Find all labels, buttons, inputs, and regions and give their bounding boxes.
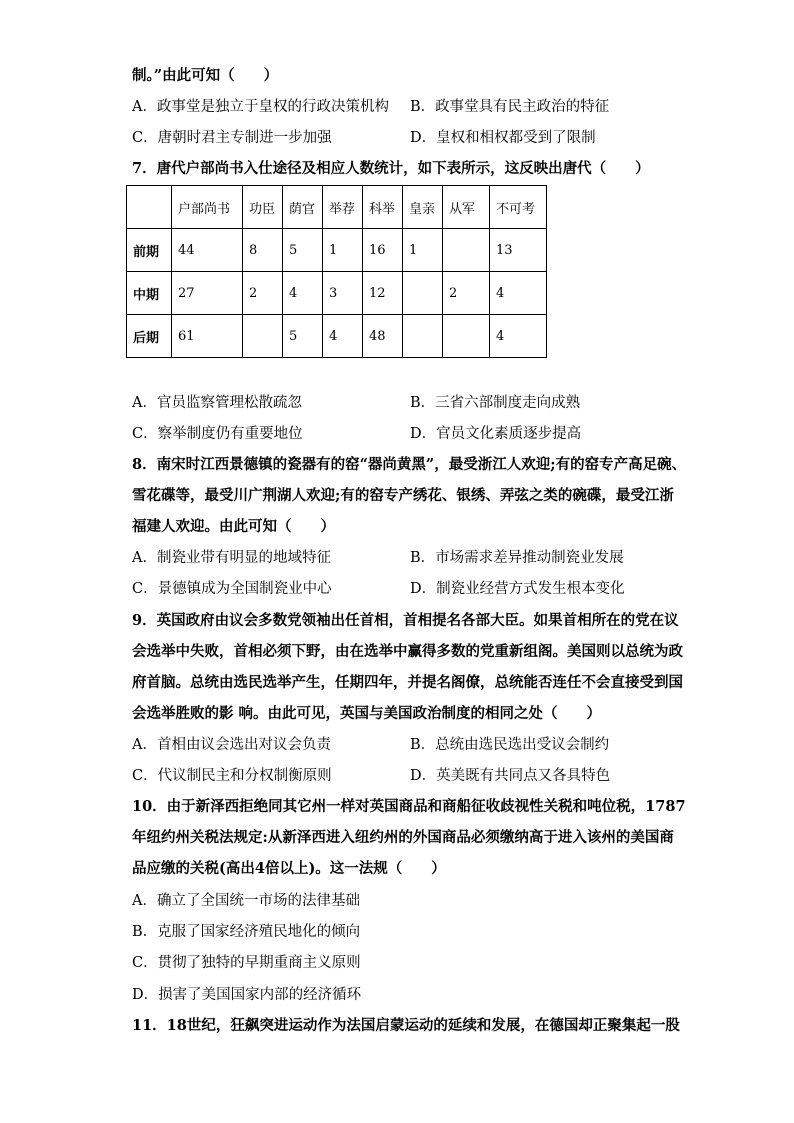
table-cell: 4 xyxy=(490,272,547,315)
q9-stem-line-1: 9．英国政府由议会多数党领袖出任首相，首相提名各部大臣。如果首相所在的党在议 xyxy=(132,612,679,629)
q10-stem-line-3: 品应缴的关税(高出4倍以上)。这一法规（ ） xyxy=(132,860,446,877)
table-header-cell: 不可考 xyxy=(490,186,547,229)
q7-option-d: D．官员文化素质逐步提高 xyxy=(410,426,582,442)
q10-stem-line-1: 10．由于新泽西拒绝同其它州一样对英国商品和商船征收歧视性关税和吨位税，1787 xyxy=(132,798,686,815)
q10-option-b: B．克服了国家经济殖民地化的倾向 xyxy=(132,924,361,940)
q6-option-d: D．皇权和相权都受到了限制 xyxy=(410,130,596,146)
table-cell xyxy=(403,272,443,315)
table-header-cell: 功臣 xyxy=(243,186,283,229)
table-cell xyxy=(403,315,443,358)
table-header-cell: 户部尚书 xyxy=(172,186,243,229)
table-row-label: 前期 xyxy=(127,229,172,272)
table-cell: 12 xyxy=(363,272,403,315)
q7-stem: 7．唐代户部尚书入仕途径及相应人数统计，如下表所示，这反映出唐代（ ） xyxy=(132,160,650,177)
table-cell: 16 xyxy=(363,229,403,272)
table-cell xyxy=(443,315,490,358)
table-header-cell: 举荐 xyxy=(323,186,363,229)
table-row xyxy=(127,229,547,272)
q7-option-a: A．官员监察管理松散疏忽 xyxy=(132,395,302,411)
table-row-label: 后期 xyxy=(127,315,172,358)
table-cell: 44 xyxy=(172,229,243,272)
table-cell: 48 xyxy=(363,315,403,358)
table-header-cell: 科举 xyxy=(363,186,403,229)
table-cell xyxy=(243,315,283,358)
q8-stem-line-3: 福建人欢迎。由此可知（ ） xyxy=(132,518,335,535)
table-row-label: 中期 xyxy=(127,272,172,315)
table-cell: 5 xyxy=(283,315,323,358)
q8-option-a: A．制瓷业带有明显的地域特征 xyxy=(132,550,331,566)
table-cell: 61 xyxy=(172,315,243,358)
table-row xyxy=(127,272,547,315)
q9-stem-line-3: 府首脑。总统由选民选举产生，任期四年，并提名阁僚，总统能否连任不会直接受到国 xyxy=(132,674,683,691)
q8-option-c: C．景德镇成为全国制瓷业中心 xyxy=(132,581,332,597)
q9-stem-line-2: 会选举中失败，首相必须下野，由在选举中赢得多数的党重新组阁。美国则以总统为政 xyxy=(132,643,683,660)
q6-option-a: A．政事堂是独立于皇权的行政决策机构 xyxy=(132,99,389,115)
table-cell: 8 xyxy=(243,229,283,272)
q11-stem-line-1: 11．18世纪，狂飙突进运动作为法国启蒙运动的延续和发展，在德国却正聚集起一股 xyxy=(132,1017,680,1034)
table-header-row xyxy=(127,186,547,229)
table-cell: 4 xyxy=(283,272,323,315)
q7-stats-table xyxy=(126,185,547,358)
q9-option-b: B．总统由选民选出受议会制约 xyxy=(410,737,610,753)
table-cell: 13 xyxy=(490,229,547,272)
q7-option-b: B．三省六部制度走向成熟 xyxy=(410,395,581,411)
q9-option-c: C．代议制民主和分权制衡原则 xyxy=(132,768,332,784)
table-cell: 4 xyxy=(323,315,363,358)
q10-option-a: A．确立了全国统一市场的法律基础 xyxy=(132,893,360,909)
q10-option-d: D．损害了美国国家内部的经济循环 xyxy=(132,987,362,1003)
table-header-cell: 从军 xyxy=(443,186,490,229)
table-cell xyxy=(127,186,172,229)
table-cell: 5 xyxy=(283,229,323,272)
table-row xyxy=(127,315,547,358)
q8-option-d: D．制瓷业经营方式发生根本变化 xyxy=(410,581,625,597)
table-cell: 2 xyxy=(443,272,490,315)
table-cell: 4 xyxy=(490,315,547,358)
table-cell: 27 xyxy=(172,272,243,315)
table-cell xyxy=(443,229,490,272)
q8-option-b: B．市场需求差异推动制瓷业发展 xyxy=(410,550,624,566)
q10-option-c: C．贯彻了独特的早期重商主义原则 xyxy=(132,955,361,971)
q6-stem-tail: 制。”由此可知（ ） xyxy=(132,67,279,84)
q8-stem-line-1: 8．南宋时江西景德镇的瓷器有的窑“器尚黄黑”，最受浙江人欢迎;有的窑专产高足碗、 xyxy=(132,456,687,473)
q9-option-d: D．英美既有共同点又各具特色 xyxy=(410,768,611,784)
table-header-cell: 皇亲 xyxy=(403,186,443,229)
table-cell: 1 xyxy=(323,229,363,272)
table-header-cell: 荫官 xyxy=(283,186,323,229)
q10-stem-line-2: 年纽约州关税法规定:从新泽西进入纽约州的外国商品必须缴纳高于进入该州的美国商 xyxy=(132,829,674,846)
q9-stem-line-4: 会选举胜败的影 响。由此可见，英国与美国政治制度的相同之处（ ） xyxy=(132,705,602,722)
q9-option-a: A．首相由议会选出对议会负责 xyxy=(132,737,331,753)
table-cell: 1 xyxy=(403,229,443,272)
q8-stem-line-2: 雪花碟等，最受川广荆湖人欢迎;有的窑专产绣花、银绣、弄弦之类的碗碟，最受江浙 xyxy=(132,487,674,504)
table-cell: 3 xyxy=(323,272,363,315)
table-cell: 2 xyxy=(243,272,283,315)
q6-option-c: C．唐朝时君主专制进一步加强 xyxy=(132,130,332,146)
q7-option-c: C．察举制度仍有重要地位 xyxy=(132,426,303,442)
q6-option-b: B．政事堂具有民主政治的特征 xyxy=(410,99,610,115)
